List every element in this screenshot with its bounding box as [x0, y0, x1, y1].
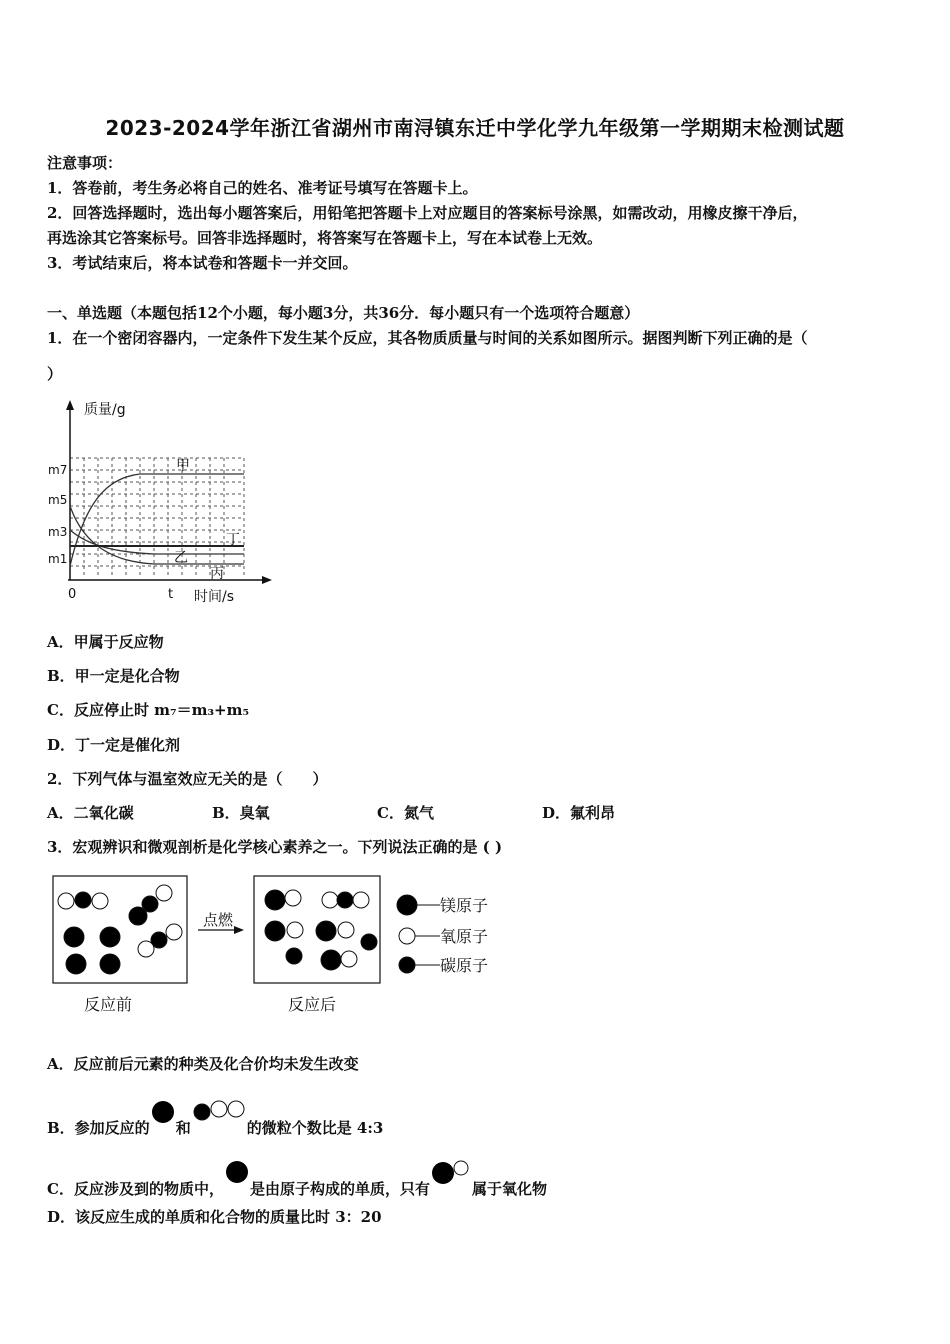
q3-option-d: D．该反应生成的单质和化合物的质量比时 3：20	[47, 1208, 382, 1226]
q2-option-c: C．氮气	[377, 804, 434, 822]
q3-option-b-middle: 和	[175, 1119, 191, 1137]
notice-item: 3．考试结束后，将本试卷和答题卡一并交回。	[47, 254, 358, 272]
q3-option-c-prefix: C．反应涉及到的物质中，	[47, 1180, 224, 1198]
q3-option-c-suffix: 属于氧化物	[471, 1180, 547, 1198]
legend-o-label: 氧原子	[440, 927, 489, 946]
q1-option-a: A．甲属于反应物	[47, 633, 164, 651]
notice-item: 1．答卷前，考生务必将自己的姓名、准考证号填写在答题卡上。	[47, 179, 478, 197]
before-particles	[58, 885, 182, 974]
label-ding: 丁	[226, 532, 240, 548]
mass-time-chart	[44, 396, 284, 608]
legend	[397, 895, 440, 973]
q1-option-b: B．甲一定是化合物	[47, 667, 180, 685]
section-heading: 一、单选题（本题包括12个小题，每小题3分，共36分．每小题只有一个选项符合题意）	[47, 304, 640, 322]
series-bing	[70, 506, 244, 564]
y-tick-m5: m5	[48, 493, 68, 507]
q2-option-b: B．臭氧	[212, 804, 270, 822]
legend-mg-icon	[397, 895, 417, 915]
q1-option-c: C．反应停止时 m₇＝m₃+m₅	[47, 701, 250, 719]
q2-option-a: A．二氧化碳	[47, 804, 134, 822]
mg-atom-icon	[224, 1158, 250, 1188]
legend-c-icon	[399, 957, 415, 973]
legend-c-label: 碳原子	[440, 956, 489, 975]
question-1-stem: 1．在一个密闭容器内，一定条件下发生某个反应，其各物质质量与时间的关系如图所示。据图判断下列正确的是（	[47, 329, 808, 347]
page-title: 2023-2024学年浙江省湖州市南浔镇东迁中学化学九年级第一学期期末检测试题	[105, 116, 845, 140]
y-axis-label: 质量/g	[84, 402, 126, 418]
q3-option-c-middle: 是由原子构成的单质，只有	[249, 1180, 430, 1198]
q3-option-b-suffix: 的微粒个数比是 4:3	[246, 1119, 384, 1137]
notice-item: 2．回答选择题时，选出每小题答案后，用铅笔把答题卡上对应题目的答案标号涂黑，如需改动，用橡皮擦干净后，	[47, 204, 808, 222]
y-tick-m7: m7	[48, 463, 68, 477]
mgo-molecule-icon	[430, 1158, 472, 1188]
mg-atom-icon	[150, 1099, 176, 1127]
series-jia	[70, 474, 244, 566]
q2-option-d: D．氟利昂	[542, 804, 616, 822]
y-tick-m1: m1	[48, 552, 68, 566]
question-2-stem: 2．下列气体与温室效应无关的是（ ）	[47, 770, 328, 788]
after-particles	[265, 890, 377, 970]
q3-option-b-prefix: B．参加反应的	[47, 1119, 150, 1137]
legend-mg-label: 镁原子	[440, 896, 489, 915]
co2-molecule-icon	[191, 1099, 247, 1127]
question-1-stem-end: ）	[47, 365, 63, 383]
label-bing: 丙	[210, 566, 224, 582]
notice-heading: 注意事项：	[47, 154, 123, 172]
after-label: 反应后	[288, 995, 337, 1014]
x-axis-label: 时间/s	[194, 589, 235, 605]
before-label: 反应前	[84, 995, 133, 1014]
q3-option-c	[47, 1158, 547, 1199]
t-label: t	[168, 587, 174, 602]
label-yi: 乙	[174, 550, 188, 566]
question-3-stem: 3．宏观辨识和微观剖析是化学核心素养之一。下列说法正确的是 ( )	[47, 838, 503, 856]
legend-o-icon	[399, 928, 415, 944]
q1-option-d: D．丁一定是催化剂	[47, 736, 181, 754]
q3-option-a: A．反应前后元素的种类及化合价均未发生改变	[47, 1055, 359, 1073]
arrow-label: 点燃	[203, 911, 234, 929]
y-tick-m3: m3	[48, 525, 68, 539]
q3-option-b	[47, 1099, 383, 1138]
label-jia: 甲	[176, 458, 190, 474]
reaction-diagram	[44, 870, 504, 1020]
notice-item: 再选涂其它答案标号。回答非选择题时，将答案写在答题卡上，写在本试卷上无效。	[47, 229, 603, 247]
origin-label: 0	[68, 587, 77, 602]
